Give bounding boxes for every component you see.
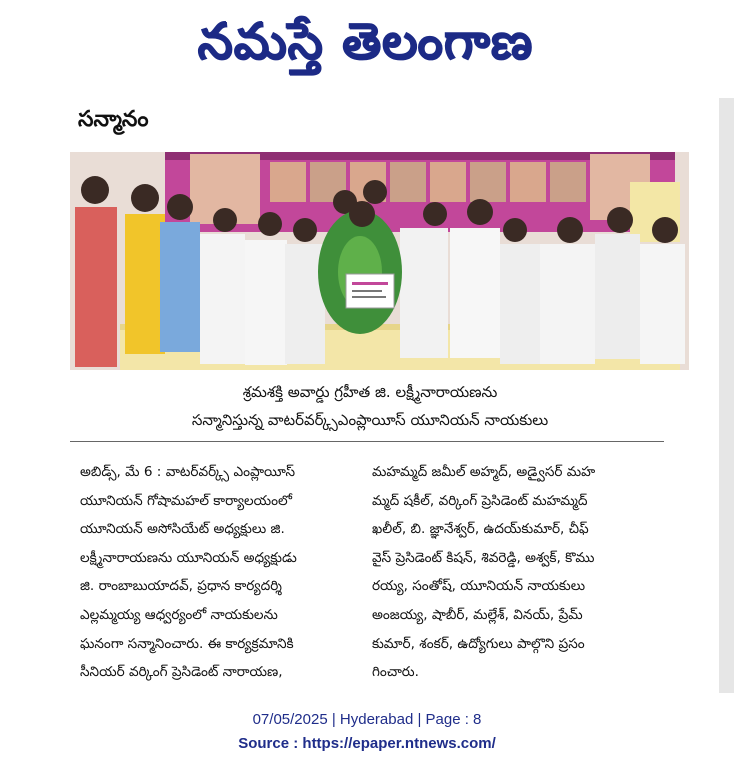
column-divider — [719, 98, 734, 693]
text-line: ఖలీల్, బి. జ్ఞానేశ్వర్, ఉదయ్‌కుమార్, చీఫ్ — [372, 521, 589, 538]
text-line: మహమ్మద్ జమీల్ అహ్మద్, అడ్వైసర్ మహ — [372, 464, 596, 480]
text-line: యూనియన్ గోషామహల్ కార్యాలయంలో — [80, 492, 293, 509]
text-line: గించారు. — [372, 664, 419, 681]
footer-date-line: 07/05/2025 | Hyderabad | Page : 8 — [252, 711, 482, 728]
text-line: మ్మద్ షకీల్, వర్కింగ్ ప్రెసిడెంట్ మహమ్మద్ — [372, 492, 588, 509]
text-line: జి. రాంబాబుయాదవ్, ప్రధాన కార్యదర్శి — [80, 578, 282, 595]
masthead: నమస్తే తెలంగాణ — [197, 12, 533, 70]
article-column-right — [372, 458, 664, 687]
caption-line-1: శ్రమశక్తి అవార్డు గ్రహీత జి. లక్ష్మీనారాయణను — [242, 383, 498, 401]
text-line: అబిడ్స్, మే 6 : వాటర్‌వర్క్స్ ఎంప్లాయీస్ — [80, 464, 295, 480]
text-line: వైస్ ప్రెసిడెంట్ కిషన్, శివరెడ్డి, అశ్వక్, కొము — [372, 549, 595, 566]
text-line: యూనియన్ అసోసియేట్ అధ్యక్షులు జి. — [80, 521, 285, 538]
photo-caption — [90, 378, 650, 434]
caption-line-2: సన్మానిస్తున్న వాటర్‌వర్క్స్ఎంప్లాయీస్ యూనియన్ నాయకులు — [191, 411, 549, 429]
text-line: ఘనంగా సన్మానించారు. ఈ కార్యక్రమానికి — [80, 635, 294, 652]
article-headline: సన్మానం — [78, 107, 149, 132]
caption-divider — [70, 441, 664, 442]
photo-illustration — [70, 152, 689, 370]
text-line: కుమార్, శంకర్, ఉద్యోగులు పాల్గొని ప్రసం — [372, 635, 585, 652]
news-photo — [70, 152, 689, 370]
text-line: లక్ష్మీనారాయణను యూనియన్ అధ్యక్షుడు — [80, 549, 297, 566]
text-line: రయ్య, సంతోష్, యూనియన్ నాయకులు — [372, 578, 586, 595]
text-line: ఎల్లమ్మయ్య ఆధ్వర్యంలో నాయకులను — [80, 606, 278, 623]
footer-source-line: Source : https://epaper.ntnews.com/ — [238, 735, 496, 752]
article-column-left — [80, 458, 372, 687]
text-line: సీనియర్ వర్కింగ్ ప్రెసిడెంట్ నారాయణ, — [80, 664, 283, 681]
text-line: అంజయ్య, షాబీర్, మల్లేశ్, వినయ్, ప్రేమ్ — [372, 606, 583, 623]
